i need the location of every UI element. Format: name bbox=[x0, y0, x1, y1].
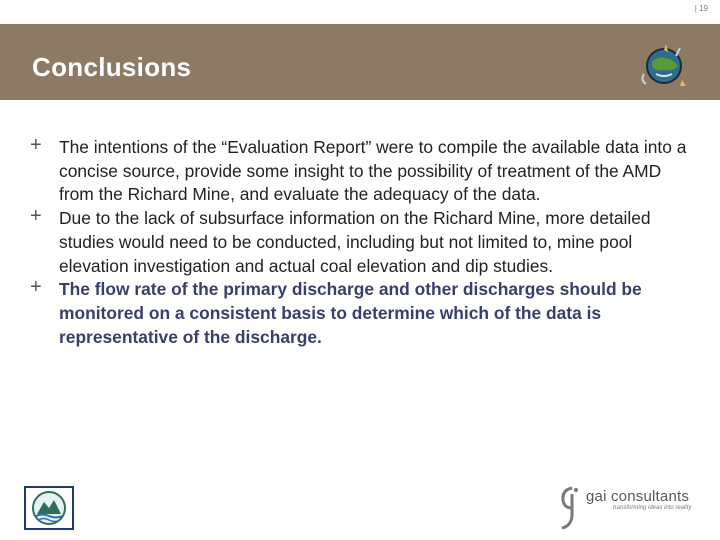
globe-logo-icon bbox=[636, 38, 692, 94]
plus-bullet-icon: + bbox=[30, 205, 42, 228]
bullet-item bbox=[30, 278, 695, 349]
agency-seal-logo-icon bbox=[24, 486, 74, 530]
slide-title: Conclusions bbox=[32, 52, 192, 82]
bullet-text: The flow rate of the primary discharge and other discharges should be monitored on a consistent basis to determine which of the data is representative of the discharge. bbox=[59, 279, 642, 347]
bullet-text: The intentions of the “Evaluation Report” were to compile the available data into a concise source, provide some insight to the possibility of treatment of the AMD from the Richard Mine, and evaluate the adequacy of the data. bbox=[59, 137, 687, 205]
company-name: gai consultants bbox=[586, 488, 690, 505]
bullet-list bbox=[30, 136, 695, 349]
page-number: | 19 bbox=[694, 4, 708, 13]
plus-bullet-icon: + bbox=[30, 276, 42, 299]
bullet-item bbox=[30, 136, 695, 207]
bullet-item bbox=[30, 207, 695, 278]
company-tagline: transforming ideas into reality bbox=[613, 505, 692, 511]
gai-mark-icon bbox=[556, 486, 582, 530]
gai-consultants-logo bbox=[556, 486, 706, 530]
plus-bullet-icon: + bbox=[30, 134, 42, 156]
title-band bbox=[0, 24, 720, 100]
bullet-text: Due to the lack of subsurface information on the Richard Mine, more detailed studies would need to be conducted, including but not limited to, mine pool elevation investigation and actual coal elevation and dip studies. bbox=[59, 208, 651, 276]
